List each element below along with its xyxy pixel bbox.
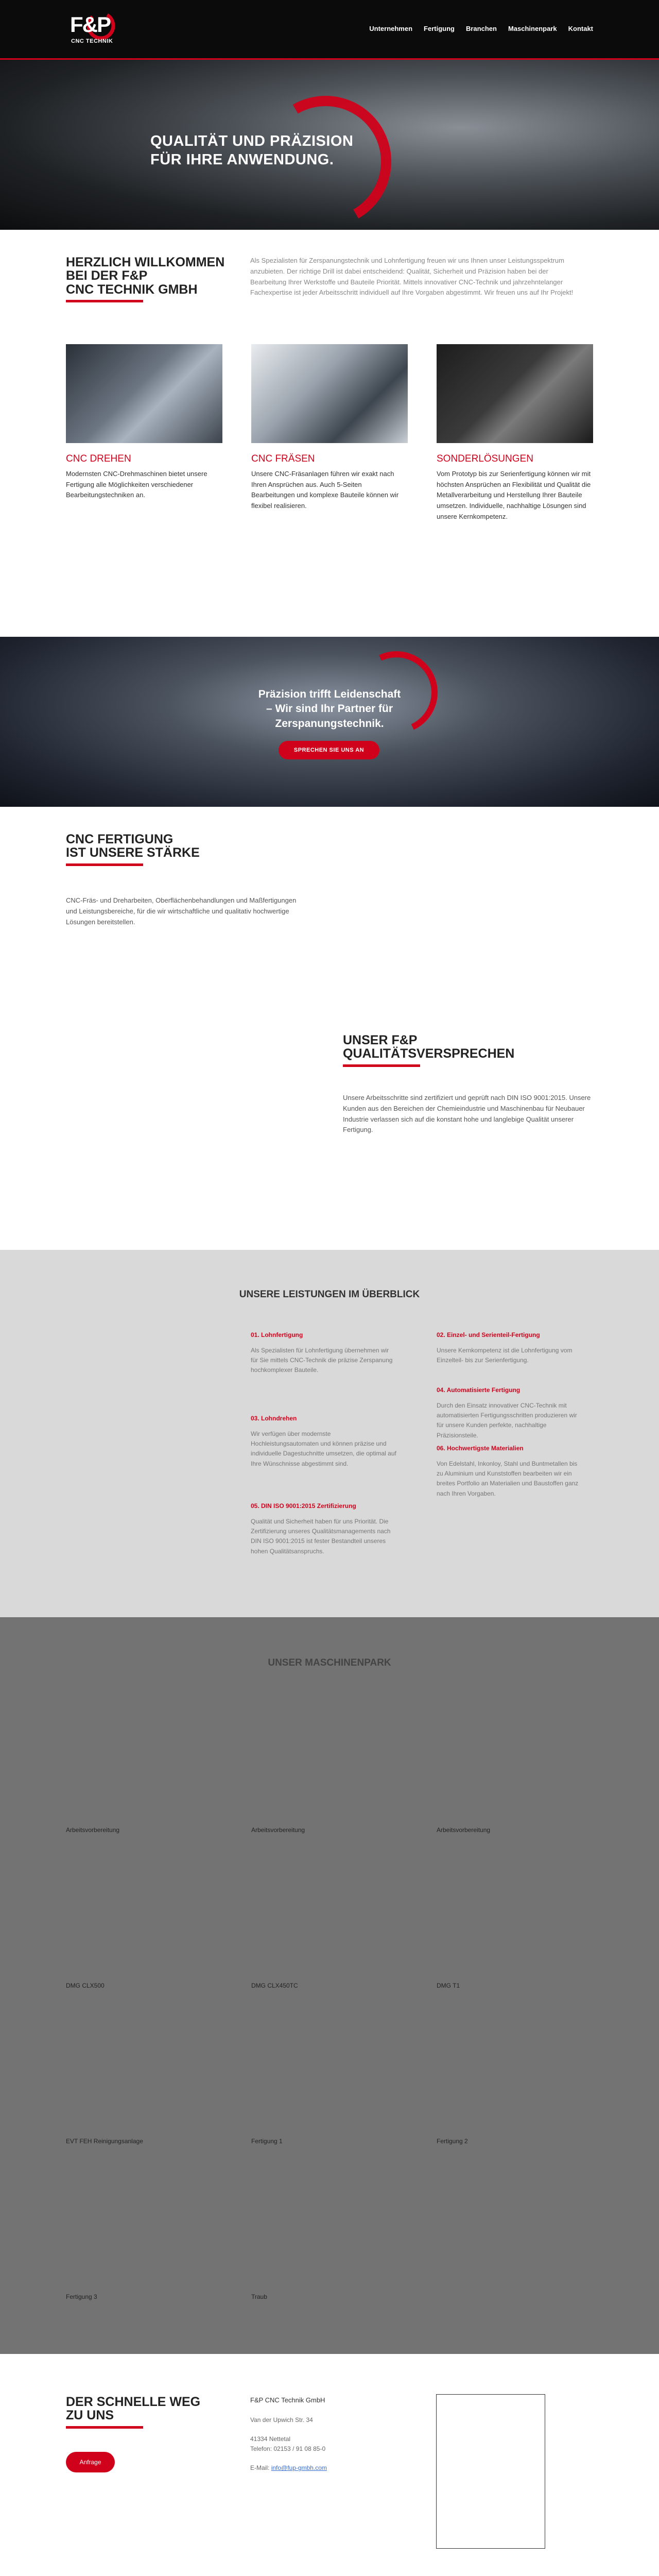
service-title: 04. Automatisierte Fertigung xyxy=(437,1386,521,1394)
promise-title-line-2: QUALITÄTSVERSPRECHEN xyxy=(343,1046,515,1061)
welcome-title-line-1: HERZLICH WILLKOMMEN xyxy=(66,255,225,269)
card-title[interactable]: CNC FRÄSEN xyxy=(251,453,315,464)
card-text: Vom Prototyp bis zur Serienfertigung können wir mit höchsten Ansprüchen an Flexibilität und Qualität die Metallverarbeitung und Herstellung Ihrer Bauteile umsetzen. Individuelle, nachhaltige Lösungen sind unsere Kernkompetenz. xyxy=(437,469,591,520)
welcome-title-line-3: CNC TECHNIK GMBH xyxy=(66,282,198,297)
fertigung-divider xyxy=(66,863,143,866)
contact-divider xyxy=(66,2426,143,2429)
service-title: 06. Hochwertigste Materialien xyxy=(437,1445,524,1452)
contact-section xyxy=(0,2354,659,2576)
machine-item[interactable]: Arbeitsvorbereitung xyxy=(66,1826,120,1834)
welcome-title xyxy=(66,256,224,296)
quality-banner xyxy=(0,637,659,807)
machines-section xyxy=(0,1617,659,2354)
nav-item-kontakt[interactable]: Kontakt xyxy=(568,25,593,32)
contact-email-link[interactable]: info@fup-gmbh.com xyxy=(271,2464,327,2472)
main-nav xyxy=(369,25,593,32)
promise-title xyxy=(343,1033,514,1061)
services-title: UNSERE LEISTUNGEN IM ÜBERBLICK xyxy=(239,1289,420,1300)
card-image-sonder xyxy=(437,344,593,443)
machine-item[interactable]: Arbeitsvorbereitung xyxy=(437,1826,491,1834)
quality-line-1: Präzision trifft Leidenschaft xyxy=(258,688,401,700)
machine-item[interactable]: Traub xyxy=(251,2293,267,2300)
promise-text: Unsere Arbeitsschritte sind zertifiziert und geprüft nach DIN ISO 9001:2015. Unsere Kunden aus den Bereichen der Chemieindustrie und Maschinenbau für Neubauer Industrie verlassen sich auf die konstant hohe und langlebige Qualität unserer Fertigung. xyxy=(343,1094,591,1134)
card-sonderloesungen xyxy=(437,344,593,522)
contact-email-label: E-Mail: xyxy=(250,2464,270,2472)
service-text: Durch den Einsatz innovativer CNC-Technik mit automatisierten Fertigungsschritten produzieren wir für unsere Kunden perfekte, nachhaltige Präzisionsteile. xyxy=(437,1402,577,1439)
service-item xyxy=(437,1331,583,1365)
service-text: Von Edelstahl, Inkonloy, Stahl und Buntmetallen bis zu Aluminium und Kunststoffen bearbeiten wir ein breites Portfolio an Materialien und Baustoffen ganz nach Ihren Vorgaben. xyxy=(437,1460,579,1497)
promise-title-line-1: UNSER F&P xyxy=(343,1033,418,1047)
service-title: 02. Einzel- und Serienteil-Fertigung xyxy=(437,1331,540,1338)
service-item xyxy=(251,1331,397,1376)
promise-divider xyxy=(343,1064,420,1067)
quality-line-3: Zerspanungstechnik. xyxy=(275,717,384,730)
machine-item[interactable]: DMG T1 xyxy=(437,1982,460,1989)
service-title: 05. DIN ISO 9001:2015 Zertifizierung xyxy=(251,1502,356,1510)
service-text: Qualität und Sicherheit haben für uns Priorität. Die Zertifizierung unseres Qualitätsmanagements nach DIN ISO 9001:2015 ist fester Bestandteil unseres hohen Qualitätsanspruchs. xyxy=(251,1518,391,1555)
machine-item[interactable]: Arbeitsvorbereitung xyxy=(251,1826,305,1834)
hero-title xyxy=(150,132,353,170)
machine-item[interactable]: DMG CLX500 xyxy=(66,1982,105,1989)
machines-title: UNSER MASCHINENPARK xyxy=(268,1657,391,1668)
welcome-divider xyxy=(66,300,143,302)
service-text: Als Spezialisten für Lohnfertigung übernehmen wir für Sie mittels CNC-Technik die präzise Zerspanung hochkomplexer Bauteile. xyxy=(251,1347,393,1374)
fertigung-title-line-2: IST UNSERE STÄRKE xyxy=(66,845,200,860)
contact-city: 41334 Nettetal xyxy=(250,2435,291,2443)
service-title: 03. Lohndrehen xyxy=(251,1415,297,1422)
machine-item[interactable]: Fertigung 1 xyxy=(251,2138,283,2145)
contact-street: Van der Upwich Str. 34 xyxy=(250,2416,313,2424)
service-item xyxy=(251,1415,397,1469)
map-frame[interactable] xyxy=(436,2394,545,2549)
card-text: Unsere CNC-Fräsanlagen führen wir exakt nach Ihren Ansprüchen aus. Auch 5-Seiten Bearbeitungen und komplexe Bauteile können wir flexibel realisieren. xyxy=(251,469,399,510)
machine-item[interactable]: Fertigung 2 xyxy=(437,2138,468,2145)
service-item xyxy=(437,1386,583,1440)
nav-item-branchen[interactable]: Branchen xyxy=(465,25,497,32)
fertigung-title-line-1: CNC FERTIGUNG xyxy=(66,832,174,846)
service-text: Wir verfügen über modernste Hochleistungsautomaten und können präzise und individuelle Dagestuchnitte umsetzen, die optimal auf Ihre Wünschnisse abgestimmt sind. xyxy=(251,1430,396,1467)
logo-sub: CNC TECHNIK xyxy=(71,38,113,44)
machine-item[interactable]: Fertigung 3 xyxy=(66,2293,97,2300)
welcome-title-line-2: BEI DER F&P xyxy=(66,268,148,283)
contact-company: F&P CNC Technik GmbH xyxy=(250,2396,325,2404)
contact-title-line-2: ZU UNS xyxy=(66,2408,114,2423)
quality-banner-text xyxy=(0,687,659,731)
fertigung-title xyxy=(66,833,200,860)
contact-email-line xyxy=(250,2463,405,2473)
request-button[interactable]: Anfrage xyxy=(66,2452,115,2472)
service-text: Unsere Kernkompetenz ist die Lohnfertigung vom Einzelteil- bis zur Serienfertigung. xyxy=(437,1347,573,1364)
contact-info xyxy=(250,2395,405,2473)
service-item xyxy=(437,1445,583,1499)
logo-text: F&P xyxy=(70,12,110,37)
site-header xyxy=(0,0,659,60)
contact-phone: Telefon: 02153 / 91 08 85-0 xyxy=(250,2445,326,2453)
contact-title-line-1: DER SCHNELLE WEG xyxy=(66,2395,201,2409)
machine-item[interactable]: EVT FEH Reinigungsanlage xyxy=(66,2138,143,2145)
card-title[interactable]: SONDERLÖSUNGEN xyxy=(437,453,533,464)
card-cnc-drehen xyxy=(66,344,222,501)
contact-title xyxy=(66,2395,200,2422)
quality-line-2: – Wir sind Ihr Partner für xyxy=(266,703,393,715)
hero-line-2: FÜR IHRE ANWENDUNG. xyxy=(150,151,334,168)
nav-item-maschinenpark[interactable]: Maschinenpark xyxy=(508,25,557,32)
fertigung-text: CNC-Fräs- und Dreharbeiten, Oberflächenbehandlungen und Maßfertigungen und Leistungsbereiche, für die wir wirtschaftliche und qualitativ hochwertige Lösungen bereitstellen. xyxy=(66,896,297,926)
nav-item-unternehmen[interactable]: Unternehmen xyxy=(369,25,413,32)
service-item xyxy=(251,1502,397,1556)
nav-item-fertigung[interactable]: Fertigung xyxy=(424,25,455,32)
fertigung-section xyxy=(0,807,659,1250)
contact-us-button[interactable]: SPRECHEN SIE UNS AN xyxy=(279,741,379,759)
services-section xyxy=(0,1250,659,1617)
machine-item[interactable]: DMG CLX450TC xyxy=(251,1982,298,1989)
card-image-fraesen xyxy=(251,344,408,443)
card-image-drehen xyxy=(66,344,222,443)
hero-line-1: QUALITÄT UND PRÄZISION xyxy=(150,133,354,149)
site-logo[interactable] xyxy=(68,11,125,47)
welcome-section xyxy=(0,230,659,637)
service-title: 01. Lohnfertigung xyxy=(251,1331,303,1338)
card-text: Modernsten CNC-Drehmaschinen bietet unsere Fertigung alle Möglichkeiten verschiedener Bearbeitungstechniken an. xyxy=(66,469,207,499)
card-cnc-fraesen xyxy=(251,344,408,512)
card-title[interactable]: CNC DREHEN xyxy=(66,453,131,464)
hero-banner xyxy=(0,60,659,230)
welcome-text: Als Spezialisten für Zerspanungstechnik und Lohnfertigung freuen wir uns Ihnen unser Leistungsspektrum anzubieten. Der richtige Drill ist dabei entscheidend: Qualität, Sicherheit und Präzision haben bei der Bearbeitung Ihrer Werkstoffe und Bauteile Priorität. Mittels innovativer CNC-Technik und jahrzehntelanger Fachexpertise ist jeder Arbeitsschritt individuell auf Ihre Vorgaben abgestimmt. Wir freuen uns auf Ihr Projekt! xyxy=(250,257,574,297)
